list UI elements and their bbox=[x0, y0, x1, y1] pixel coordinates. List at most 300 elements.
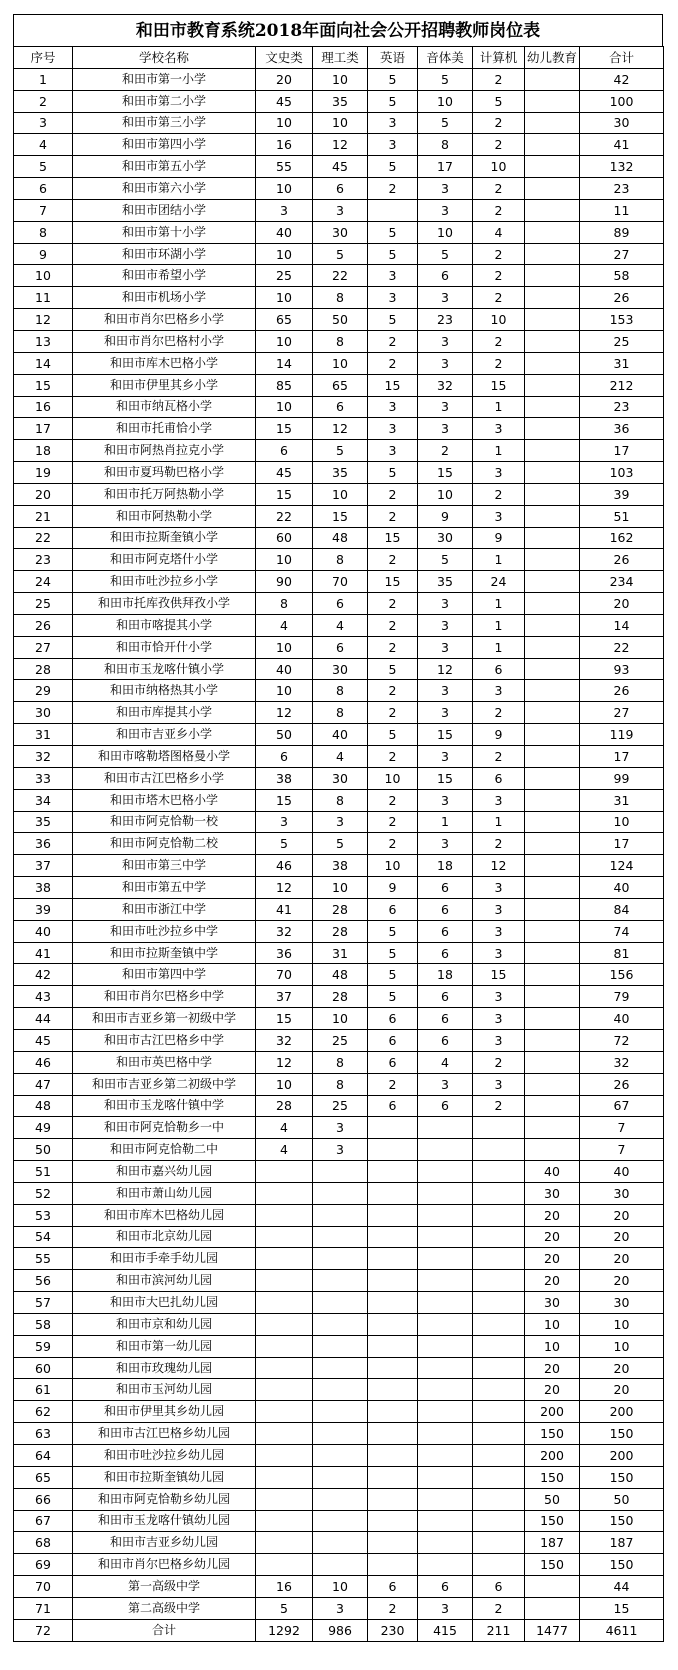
computer-count: 10 bbox=[473, 309, 525, 331]
science-count: 31 bbox=[313, 942, 368, 964]
science-count: 8 bbox=[313, 1073, 368, 1095]
arts-pe-count: 6 bbox=[418, 920, 473, 942]
science-count bbox=[313, 1445, 368, 1467]
preschool-count bbox=[525, 593, 580, 615]
humanities-count: 36 bbox=[256, 942, 313, 964]
total-count: 20 bbox=[580, 1270, 664, 1292]
humanities-count bbox=[256, 1532, 313, 1554]
english-count bbox=[368, 1182, 418, 1204]
row-index: 23 bbox=[14, 549, 73, 571]
table-row bbox=[14, 898, 664, 920]
humanities-count: 46 bbox=[256, 855, 313, 877]
total-count: 40 bbox=[580, 877, 664, 899]
preschool-count: 200 bbox=[525, 1401, 580, 1423]
humanities-count: 10 bbox=[256, 243, 313, 265]
preschool-count bbox=[525, 855, 580, 877]
humanities-count: 32 bbox=[256, 920, 313, 942]
computer-count: 3 bbox=[473, 680, 525, 702]
table-row bbox=[14, 1532, 664, 1554]
science-count: 4 bbox=[313, 746, 368, 768]
row-index: 4 bbox=[14, 134, 73, 156]
arts-pe-count bbox=[418, 1182, 473, 1204]
total-count: 17 bbox=[580, 746, 664, 768]
humanities-count: 10 bbox=[256, 680, 313, 702]
humanities-count: 10 bbox=[256, 287, 313, 309]
total-count: 10 bbox=[580, 811, 664, 833]
arts-pe-count: 3 bbox=[418, 833, 473, 855]
total-count: 124 bbox=[580, 855, 664, 877]
english-count: 5 bbox=[368, 658, 418, 680]
humanities-count: 12 bbox=[256, 702, 313, 724]
arts-pe-count: 6 bbox=[418, 877, 473, 899]
table-row bbox=[14, 178, 664, 200]
english-count: 15 bbox=[368, 527, 418, 549]
humanities-count: 28 bbox=[256, 1095, 313, 1117]
arts-pe-count: 15 bbox=[418, 767, 473, 789]
row-index: 71 bbox=[14, 1597, 73, 1619]
science-count: 48 bbox=[313, 527, 368, 549]
table-row bbox=[14, 1313, 664, 1335]
science-count: 35 bbox=[313, 462, 368, 484]
preschool-count: 30 bbox=[525, 1182, 580, 1204]
humanities-count: 20 bbox=[256, 68, 313, 90]
english-count bbox=[368, 1204, 418, 1226]
preschool-count bbox=[525, 920, 580, 942]
row-index: 7 bbox=[14, 199, 73, 221]
science-count bbox=[313, 1204, 368, 1226]
row-index: 19 bbox=[14, 462, 73, 484]
total-count: 79 bbox=[580, 986, 664, 1008]
arts-pe-count: 6 bbox=[418, 1576, 473, 1598]
science-count: 10 bbox=[313, 483, 368, 505]
english-count: 2 bbox=[368, 811, 418, 833]
computer-count: 3 bbox=[473, 418, 525, 440]
humanities-count bbox=[256, 1488, 313, 1510]
preschool-count bbox=[525, 614, 580, 636]
computer-count bbox=[473, 1248, 525, 1270]
science-count bbox=[313, 1248, 368, 1270]
table-row bbox=[14, 1423, 664, 1445]
table-row bbox=[14, 374, 664, 396]
computer-count: 2 bbox=[473, 1597, 525, 1619]
humanities-count: 4 bbox=[256, 1117, 313, 1139]
total-count: 51 bbox=[580, 505, 664, 527]
computer-count bbox=[473, 1554, 525, 1576]
arts-pe-count: 3 bbox=[418, 1597, 473, 1619]
total-count: 156 bbox=[580, 964, 664, 986]
science-count: 65 bbox=[313, 374, 368, 396]
school-name: 和田市第三小学 bbox=[73, 112, 256, 134]
humanities-count bbox=[256, 1335, 313, 1357]
total-count: 22 bbox=[580, 636, 664, 658]
preschool-count bbox=[525, 767, 580, 789]
row-index: 25 bbox=[14, 593, 73, 615]
humanities-count: 10 bbox=[256, 1073, 313, 1095]
science-count: 4 bbox=[313, 614, 368, 636]
total-count: 234 bbox=[580, 571, 664, 593]
science-count: 6 bbox=[313, 396, 368, 418]
computer-count: 15 bbox=[473, 374, 525, 396]
science-count bbox=[313, 1270, 368, 1292]
row-index: 65 bbox=[14, 1466, 73, 1488]
computer-count: 2 bbox=[473, 112, 525, 134]
arts-pe-count: 2 bbox=[418, 440, 473, 462]
school-name: 和田市英巴格中学 bbox=[73, 1051, 256, 1073]
english-count: 2 bbox=[368, 636, 418, 658]
total-count: 26 bbox=[580, 549, 664, 571]
total-count: 20 bbox=[580, 1226, 664, 1248]
arts-pe-count: 6 bbox=[418, 986, 473, 1008]
arts-pe-count bbox=[418, 1488, 473, 1510]
computer-count bbox=[473, 1226, 525, 1248]
humanities-count: 3 bbox=[256, 811, 313, 833]
humanities-count: 3 bbox=[256, 199, 313, 221]
table-body bbox=[14, 68, 664, 1641]
column-header: 计算机 bbox=[473, 47, 525, 69]
english-count: 2 bbox=[368, 702, 418, 724]
preschool-count bbox=[525, 330, 580, 352]
english-count bbox=[368, 1554, 418, 1576]
arts-pe-count: 3 bbox=[418, 199, 473, 221]
preschool-count bbox=[525, 505, 580, 527]
humanities-count: 25 bbox=[256, 265, 313, 287]
computer-count: 1 bbox=[473, 396, 525, 418]
total-count: 26 bbox=[580, 680, 664, 702]
row-index: 17 bbox=[14, 418, 73, 440]
row-index: 20 bbox=[14, 483, 73, 505]
table-row bbox=[14, 658, 664, 680]
row-index: 60 bbox=[14, 1357, 73, 1379]
preschool-count bbox=[525, 68, 580, 90]
computer-count: 2 bbox=[473, 178, 525, 200]
school-name: 和田市玉龙喀什镇幼儿园 bbox=[73, 1510, 256, 1532]
english-count: 2 bbox=[368, 330, 418, 352]
row-index: 18 bbox=[14, 440, 73, 462]
english-count bbox=[368, 1161, 418, 1183]
total-count: 30 bbox=[580, 112, 664, 134]
school-name: 和田市萧山幼儿园 bbox=[73, 1182, 256, 1204]
table-row bbox=[14, 418, 664, 440]
humanities-count: 4 bbox=[256, 1139, 313, 1161]
table-row bbox=[14, 1379, 664, 1401]
humanities-count: 41 bbox=[256, 898, 313, 920]
row-index: 33 bbox=[14, 767, 73, 789]
humanities-count bbox=[256, 1204, 313, 1226]
school-name: 和田市阿克恰勒二中 bbox=[73, 1139, 256, 1161]
arts-pe-count bbox=[418, 1139, 473, 1161]
total-count: 162 bbox=[580, 527, 664, 549]
total-count: 30 bbox=[580, 1292, 664, 1314]
total-count: 200 bbox=[580, 1401, 664, 1423]
computer-count bbox=[473, 1204, 525, 1226]
table-row bbox=[14, 1270, 664, 1292]
english-count: 5 bbox=[368, 156, 418, 178]
english-count: 3 bbox=[368, 265, 418, 287]
computer-count: 10 bbox=[473, 156, 525, 178]
table-row bbox=[14, 287, 664, 309]
computer-count: 3 bbox=[473, 898, 525, 920]
row-index: 61 bbox=[14, 1379, 73, 1401]
arts-pe-count: 10 bbox=[418, 483, 473, 505]
total-count: 93 bbox=[580, 658, 664, 680]
english-count: 15 bbox=[368, 374, 418, 396]
school-name: 和田市京和幼儿园 bbox=[73, 1313, 256, 1335]
humanities-count: 15 bbox=[256, 789, 313, 811]
school-name: 和田市团结小学 bbox=[73, 199, 256, 221]
humanities-count: 65 bbox=[256, 309, 313, 331]
row-index: 39 bbox=[14, 898, 73, 920]
total-count: 187 bbox=[580, 1532, 664, 1554]
humanities-count: 90 bbox=[256, 571, 313, 593]
computer-count: 3 bbox=[473, 1008, 525, 1030]
table-row bbox=[14, 330, 664, 352]
row-index: 66 bbox=[14, 1488, 73, 1510]
preschool-count bbox=[525, 374, 580, 396]
row-index: 53 bbox=[14, 1204, 73, 1226]
table-row bbox=[14, 789, 664, 811]
table-row bbox=[14, 746, 664, 768]
humanities-count bbox=[256, 1445, 313, 1467]
arts-pe-count: 18 bbox=[418, 855, 473, 877]
total-count: 20 bbox=[580, 1379, 664, 1401]
school-name: 和田市第一小学 bbox=[73, 68, 256, 90]
row-index: 48 bbox=[14, 1095, 73, 1117]
arts-pe-count bbox=[418, 1445, 473, 1467]
computer-count: 2 bbox=[473, 199, 525, 221]
computer-count: 6 bbox=[473, 658, 525, 680]
preschool-count bbox=[525, 527, 580, 549]
computer-count bbox=[473, 1379, 525, 1401]
recruitment-sheet bbox=[13, 14, 663, 1642]
table-row bbox=[14, 483, 664, 505]
science-count bbox=[313, 1292, 368, 1314]
school-name: 和田市拉斯奎镇中学 bbox=[73, 942, 256, 964]
preschool-count: 20 bbox=[525, 1357, 580, 1379]
computer-count: 24 bbox=[473, 571, 525, 593]
arts-pe-count: 15 bbox=[418, 724, 473, 746]
english-count bbox=[368, 1248, 418, 1270]
total-count: 4611 bbox=[580, 1619, 664, 1641]
school-name: 和田市吉亚乡第二初级中学 bbox=[73, 1073, 256, 1095]
school-name: 和田市库木巴格幼儿园 bbox=[73, 1204, 256, 1226]
english-count bbox=[368, 1401, 418, 1423]
total-count: 212 bbox=[580, 374, 664, 396]
computer-count: 2 bbox=[473, 352, 525, 374]
row-index: 64 bbox=[14, 1445, 73, 1467]
total-count: 23 bbox=[580, 396, 664, 418]
table-row bbox=[14, 811, 664, 833]
preschool-count bbox=[525, 898, 580, 920]
school-name: 和田市拉斯奎镇幼儿园 bbox=[73, 1466, 256, 1488]
preschool-count: 50 bbox=[525, 1488, 580, 1510]
arts-pe-count bbox=[418, 1248, 473, 1270]
humanities-count: 5 bbox=[256, 833, 313, 855]
row-index: 42 bbox=[14, 964, 73, 986]
english-count: 10 bbox=[368, 767, 418, 789]
arts-pe-count: 3 bbox=[418, 593, 473, 615]
preschool-count bbox=[525, 221, 580, 243]
english-count: 5 bbox=[368, 920, 418, 942]
science-count: 25 bbox=[313, 1095, 368, 1117]
total-count: 20 bbox=[580, 593, 664, 615]
science-count: 10 bbox=[313, 112, 368, 134]
computer-count bbox=[473, 1357, 525, 1379]
science-count: 8 bbox=[313, 1051, 368, 1073]
preschool-count bbox=[525, 877, 580, 899]
preschool-count bbox=[525, 746, 580, 768]
row-index: 44 bbox=[14, 1008, 73, 1030]
row-index: 38 bbox=[14, 877, 73, 899]
preschool-count bbox=[525, 724, 580, 746]
school-name: 和田市机场小学 bbox=[73, 287, 256, 309]
column-header: 音体美 bbox=[418, 47, 473, 69]
row-index: 52 bbox=[14, 1182, 73, 1204]
table-row bbox=[14, 505, 664, 527]
computer-count: 15 bbox=[473, 964, 525, 986]
table-row bbox=[14, 1335, 664, 1357]
school-name: 和田市吉亚乡幼儿园 bbox=[73, 1532, 256, 1554]
row-index: 46 bbox=[14, 1051, 73, 1073]
science-count: 70 bbox=[313, 571, 368, 593]
table-row bbox=[14, 90, 664, 112]
total-count: 10 bbox=[580, 1313, 664, 1335]
computer-count: 3 bbox=[473, 986, 525, 1008]
row-index: 29 bbox=[14, 680, 73, 702]
english-count: 2 bbox=[368, 833, 418, 855]
english-count: 5 bbox=[368, 221, 418, 243]
school-name: 和田市肖尔巴格乡幼儿园 bbox=[73, 1554, 256, 1576]
total-count: 132 bbox=[580, 156, 664, 178]
arts-pe-count: 5 bbox=[418, 68, 473, 90]
total-count: 36 bbox=[580, 418, 664, 440]
english-count bbox=[368, 1488, 418, 1510]
computer-count bbox=[473, 1117, 525, 1139]
row-index: 35 bbox=[14, 811, 73, 833]
row-index: 45 bbox=[14, 1029, 73, 1051]
arts-pe-count: 23 bbox=[418, 309, 473, 331]
english-count bbox=[368, 1313, 418, 1335]
row-index: 50 bbox=[14, 1139, 73, 1161]
column-header: 文史类 bbox=[256, 47, 313, 69]
arts-pe-count: 6 bbox=[418, 942, 473, 964]
arts-pe-count: 3 bbox=[418, 352, 473, 374]
science-count: 22 bbox=[313, 265, 368, 287]
total-count: 25 bbox=[580, 330, 664, 352]
english-count: 10 bbox=[368, 855, 418, 877]
total-count: 103 bbox=[580, 462, 664, 484]
computer-count: 3 bbox=[473, 920, 525, 942]
arts-pe-count: 12 bbox=[418, 658, 473, 680]
arts-pe-count bbox=[418, 1423, 473, 1445]
science-count: 6 bbox=[313, 636, 368, 658]
preschool-count: 20 bbox=[525, 1270, 580, 1292]
row-index: 22 bbox=[14, 527, 73, 549]
school-name: 和田市第三中学 bbox=[73, 855, 256, 877]
table-row bbox=[14, 920, 664, 942]
table-row bbox=[14, 964, 664, 986]
school-name: 和田市吐沙拉乡小学 bbox=[73, 571, 256, 593]
science-count: 10 bbox=[313, 1008, 368, 1030]
preschool-count bbox=[525, 309, 580, 331]
humanities-count: 70 bbox=[256, 964, 313, 986]
total-count: 23 bbox=[580, 178, 664, 200]
school-name: 和田市玉龙喀什镇小学 bbox=[73, 658, 256, 680]
preschool-count bbox=[525, 199, 580, 221]
computer-count: 5 bbox=[473, 90, 525, 112]
preschool-count: 20 bbox=[525, 1379, 580, 1401]
humanities-count: 40 bbox=[256, 221, 313, 243]
column-header: 幼儿教育 bbox=[525, 47, 580, 69]
preschool-count bbox=[525, 112, 580, 134]
computer-count bbox=[473, 1313, 525, 1335]
column-header: 学校名称 bbox=[73, 47, 256, 69]
science-count bbox=[313, 1488, 368, 1510]
english-count: 15 bbox=[368, 571, 418, 593]
row-index: 13 bbox=[14, 330, 73, 352]
humanities-count: 10 bbox=[256, 178, 313, 200]
computer-count bbox=[473, 1423, 525, 1445]
row-index: 59 bbox=[14, 1335, 73, 1357]
school-name: 和田市第四小学 bbox=[73, 134, 256, 156]
total-count: 150 bbox=[580, 1423, 664, 1445]
total-count: 200 bbox=[580, 1445, 664, 1467]
humanities-count: 10 bbox=[256, 549, 313, 571]
science-count: 3 bbox=[313, 1139, 368, 1161]
row-index: 28 bbox=[14, 658, 73, 680]
arts-pe-count: 6 bbox=[418, 1029, 473, 1051]
humanities-count: 15 bbox=[256, 418, 313, 440]
school-name: 和田市托甫恰小学 bbox=[73, 418, 256, 440]
arts-pe-count bbox=[418, 1292, 473, 1314]
recruitment-table bbox=[13, 46, 664, 1642]
preschool-count bbox=[525, 1117, 580, 1139]
school-name: 和田市库提其小学 bbox=[73, 702, 256, 724]
humanities-count bbox=[256, 1554, 313, 1576]
school-name: 和田市吉亚乡第一初级中学 bbox=[73, 1008, 256, 1030]
row-index: 27 bbox=[14, 636, 73, 658]
english-count: 9 bbox=[368, 877, 418, 899]
arts-pe-count: 3 bbox=[418, 1073, 473, 1095]
table-row bbox=[14, 1226, 664, 1248]
computer-count: 2 bbox=[473, 1051, 525, 1073]
total-count: 11 bbox=[580, 199, 664, 221]
english-count: 2 bbox=[368, 593, 418, 615]
preschool-count bbox=[525, 243, 580, 265]
science-count bbox=[313, 1226, 368, 1248]
preschool-count bbox=[525, 811, 580, 833]
school-name: 和田市大巴扎幼儿园 bbox=[73, 1292, 256, 1314]
humanities-count bbox=[256, 1248, 313, 1270]
humanities-count: 8 bbox=[256, 593, 313, 615]
table-row bbox=[14, 1554, 664, 1576]
computer-count: 3 bbox=[473, 505, 525, 527]
total-count: 20 bbox=[580, 1357, 664, 1379]
row-index: 32 bbox=[14, 746, 73, 768]
row-index: 15 bbox=[14, 374, 73, 396]
total-count: 27 bbox=[580, 243, 664, 265]
science-count: 12 bbox=[313, 134, 368, 156]
school-name: 和田市希望小学 bbox=[73, 265, 256, 287]
preschool-count bbox=[525, 287, 580, 309]
english-count bbox=[368, 1466, 418, 1488]
english-count: 2 bbox=[368, 1597, 418, 1619]
arts-pe-count: 3 bbox=[418, 702, 473, 724]
english-count: 5 bbox=[368, 462, 418, 484]
school-name: 合计 bbox=[73, 1619, 256, 1641]
arts-pe-count: 3 bbox=[418, 418, 473, 440]
science-count bbox=[313, 1532, 368, 1554]
arts-pe-count bbox=[418, 1357, 473, 1379]
